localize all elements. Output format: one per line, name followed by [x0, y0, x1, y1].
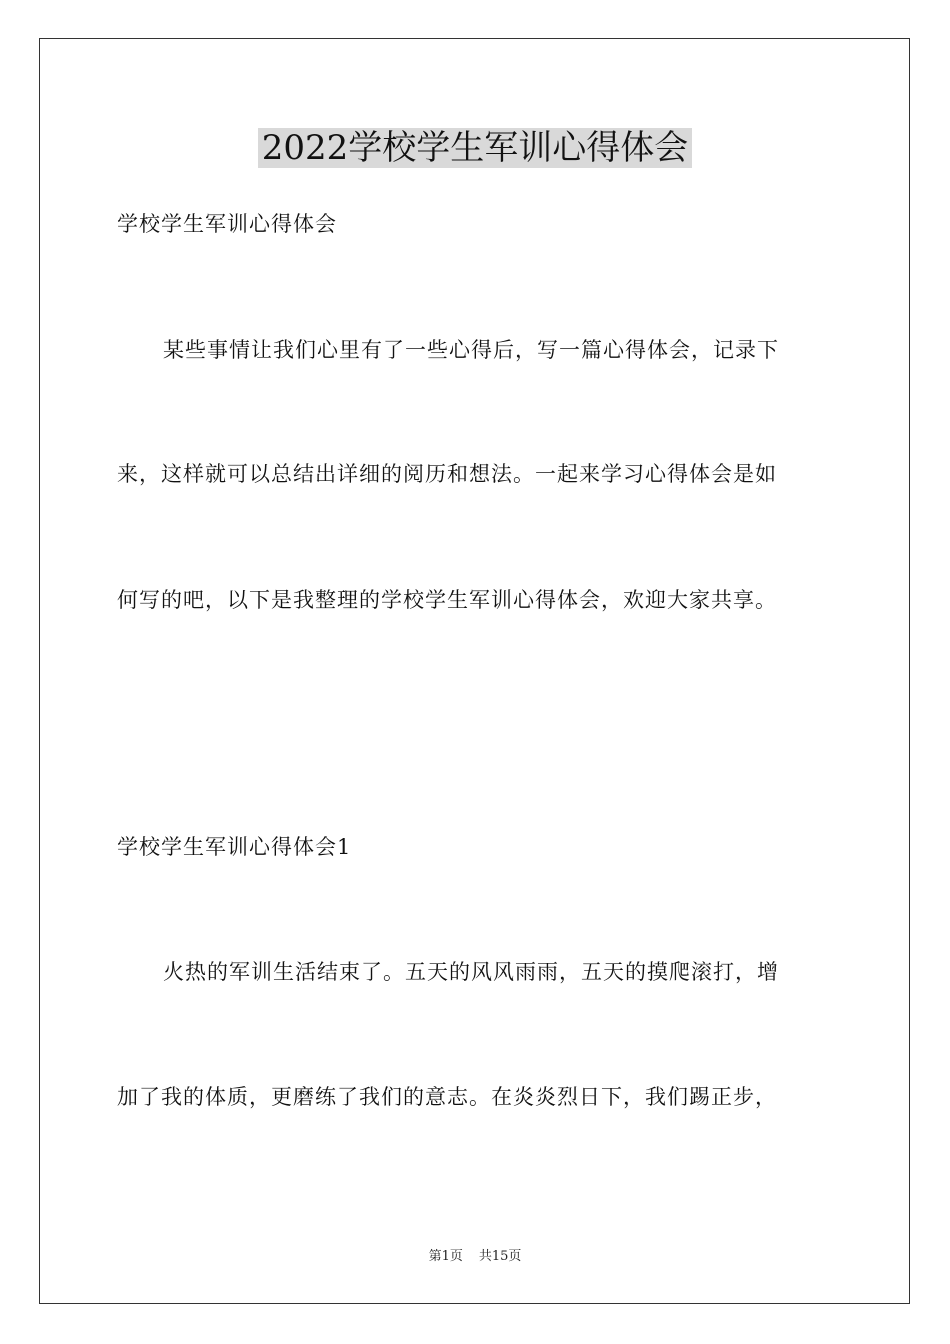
- intro-line-3: 何写的吧，以下是我整理的学校学生军训心得体会，欢迎大家共享。: [117, 588, 777, 612]
- section-line-1: 火热的军训生活结束了。五天的风风雨雨，五天的摸爬滚打，增: [163, 960, 779, 984]
- intro-line-1: 某些事情让我们心里有了一些心得后，写一篇心得体会，记录下: [163, 338, 779, 362]
- page-number-current: 第1页: [428, 1249, 463, 1264]
- page-number-total: 共15页: [478, 1249, 522, 1264]
- intro-line-2: 来，这样就可以总结出详细的阅历和想法。一起来学习心得体会是如: [117, 462, 777, 486]
- section-line-2: 加了我的体质，更磨练了我们的意志。在炎炎烈日下，我们踢正步，: [117, 1085, 777, 1109]
- document-title-text: 2022学校学生军训心得体会: [258, 128, 693, 168]
- document-title: [0, 124, 950, 172]
- section-heading: 学校学生军训心得体会1: [117, 835, 352, 859]
- document-subtitle: 学校学生军训心得体会: [117, 212, 337, 236]
- page-footer: [0, 1248, 950, 1266]
